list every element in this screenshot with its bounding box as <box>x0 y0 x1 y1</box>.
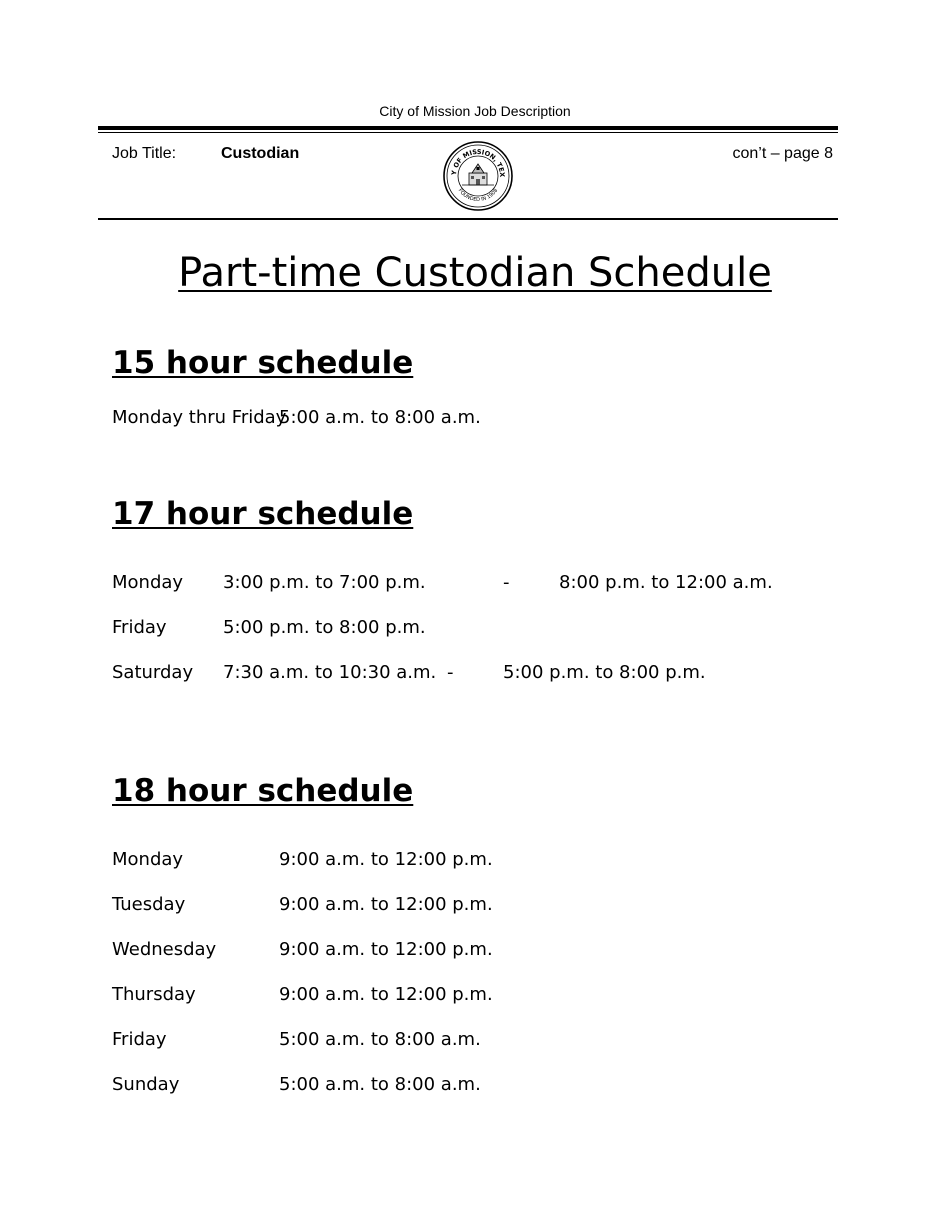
schedule-time: 5:00 a.m. to 8:00 a.m. <box>279 407 481 428</box>
schedule-time: 9:00 a.m. to 12:00 p.m. <box>279 849 493 870</box>
schedule-time-second: 5:00 p.m. to 8:00 p.m. <box>503 662 706 683</box>
section-heading-17-hour: 17 hour schedule <box>112 496 414 532</box>
schedule-time: 9:00 a.m. to 12:00 p.m. <box>279 939 493 960</box>
schedule-time: 5:00 a.m. to 8:00 a.m. <box>279 1074 481 1095</box>
schedule-time-second: 8:00 p.m. to 12:00 a.m. <box>559 572 773 593</box>
section-heading-18-hour: 18 hour schedule <box>112 773 414 809</box>
city-seal-logo <box>442 140 514 212</box>
svg-text:CITY OF MISSION, TEXAS: Y OF MISSION, TEX <box>449 147 507 178</box>
job-title-value: Custodian <box>221 145 300 162</box>
schedule-day: Monday <box>112 849 184 870</box>
svg-text:FOUNDED IN 1908: FOUNDED IN 1908 <box>456 187 500 204</box>
schedule-time: 5:00 a.m. to 8:00 a.m. <box>279 1029 481 1050</box>
schedule-time: 9:00 a.m. to 12:00 p.m. <box>279 984 493 1005</box>
document-header-title: City of Mission Job Description <box>379 103 571 119</box>
schedule-day: Wednesday <box>112 939 217 960</box>
schedule-day: Saturday <box>112 662 194 683</box>
header-rule-thick <box>98 126 838 130</box>
schedule-separator: - <box>447 662 454 683</box>
page-reference: con’t – page 8 <box>732 145 833 162</box>
schedule-time: 3:00 p.m. to 7:00 p.m. <box>223 572 426 593</box>
section-heading-15-hour: 15 hour schedule <box>112 345 414 381</box>
schedule-time: 7:30 a.m. to 10:30 a.m. <box>223 662 437 683</box>
header-rule-bottom <box>98 218 838 220</box>
page-title: Part-time Custodian Schedule <box>178 250 772 296</box>
header-rule-thin <box>98 132 838 133</box>
schedule-day: Friday <box>112 1029 167 1050</box>
schedule-separator: - <box>503 572 510 593</box>
schedule-day: Thursday <box>112 984 196 1005</box>
schedule-day: Sunday <box>112 1074 180 1095</box>
schedule-day: Monday <box>112 572 184 593</box>
schedule-time: 5:00 p.m. to 8:00 p.m. <box>223 617 426 638</box>
schedule-day: Friday <box>112 617 167 638</box>
schedule-day: Tuesday <box>112 894 186 915</box>
schedule-day: Monday thru Friday <box>112 407 287 428</box>
schedule-time: 9:00 a.m. to 12:00 p.m. <box>279 894 493 915</box>
job-title-label: Job Title: <box>112 145 177 162</box>
